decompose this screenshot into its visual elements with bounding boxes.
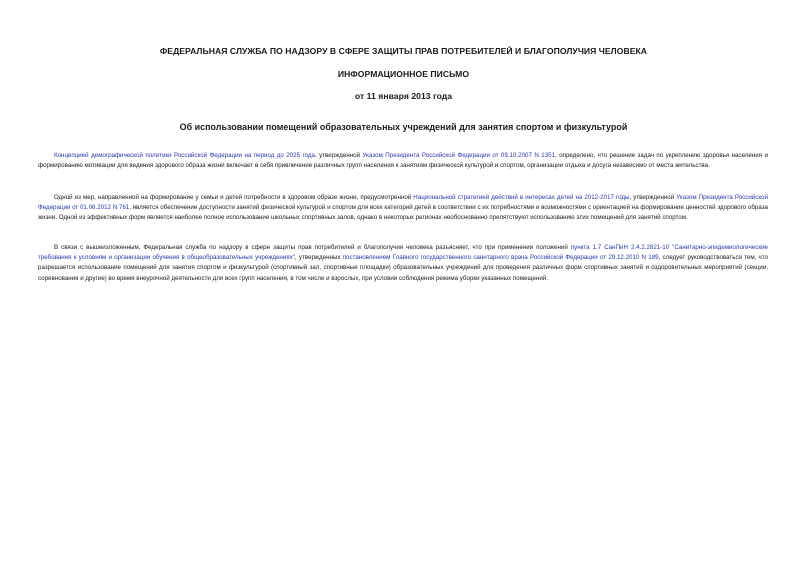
link-presidential-decree-1351[interactable]: Указом Президента Российской Федерации от 09.10.2007 N 1351 [362, 152, 556, 159]
link-sanpin-clause-1-7[interactable]: пункта 1.7 СанПиН 2.4.2.2821-10 "Санитарно-эпидемиологические требования к условиям и организации обучения в общеобразовательных учреждениях" [38, 244, 768, 262]
paragraph-1 [38, 151, 768, 171]
paragraph-text: , утвержденных [294, 254, 343, 262]
link-resolution-189[interactable]: постановлением Главного государственного санитарного врача Российской Федерации от 29.12.2010 N 189 [342, 254, 659, 262]
paragraph-text: , является обеспечение доступности занятий физической культурой и спортом для всех категорий детей в соответствии с их потребностями и возможностями с ориентацией на формирование ценностей здорового образа жизни. Одной из эффективных форм является наиболее полное использование школьных спортивных залов, однако в некоторых регионах необоснованно препятствуют использованию этих помещений для занятий спортом. [38, 204, 768, 222]
paragraph-text: , следует руководствоваться тем, что разрешается использование помещений для занятия спортом и физкультурой (спортивный зал, спортивные площадки) образовательных учреждений для проведения различных форм спортивных занятий и оздоровительных мероприятий (секции, соревнования и другие) во время внеурочной деятельности для всех групп населения, в том числе и взрослых, при условии соблюдения режима уборки указанных помещений. [38, 254, 768, 282]
paragraph-3 [38, 243, 768, 284]
agency-heading: ФЕДЕРАЛЬНАЯ СЛУЖБА ПО НАДЗОРУ В СФЕРЕ ЗАЩИТЫ ПРАВ ПОТРЕБИТЕЛЕЙ И БЛАГОПОЛУЧИЯ ЧЕЛОВЕКА [159, 46, 648, 56]
paragraph-text: , утвержденной [314, 152, 363, 159]
paragraph-2 [38, 193, 768, 224]
paragraph-text: Одной из мер, направленной на формирование у семьи и детей потребности в здоровом образе жизни, предусмотренной [54, 194, 414, 201]
link-demographic-policy-concept[interactable]: Концепцией демографической политики Российской Федерации на период до 2025 года [54, 152, 315, 159]
paragraph-text: В связи с вышеизложенным, Федеральная служба по надзору в сфере защиты прав потребителей и благополучия человека разъясняет, что при применении положений [54, 244, 571, 251]
document-subject: Об использовании помещений образовательных учреждений для занятия спортом и физкультурой [179, 122, 628, 132]
link-presidential-decree-761[interactable]: Указом Президента Российской Федерации от 01.06.2012 N 761 [38, 194, 769, 212]
paragraph-text: , определено, что решение задач по укреплению здоровья населения и формированию мотивации для ведения здорового образа жизни включает в себя привлечение различных групп населения к занятиям физической культурой и спортом, организации отдыха и досуга независимо от места жительства. [38, 152, 768, 170]
document-date: от 11 января 2013 года [354, 91, 453, 101]
paragraph-text: , утвержденной [629, 194, 677, 201]
link-national-strategy-children[interactable]: Национальной стратегией действий в интересах детей на 2012-2017 годы [413, 194, 630, 201]
document-type-heading: ИНФОРМАЦИОННОЕ ПИСЬМО [337, 69, 470, 79]
